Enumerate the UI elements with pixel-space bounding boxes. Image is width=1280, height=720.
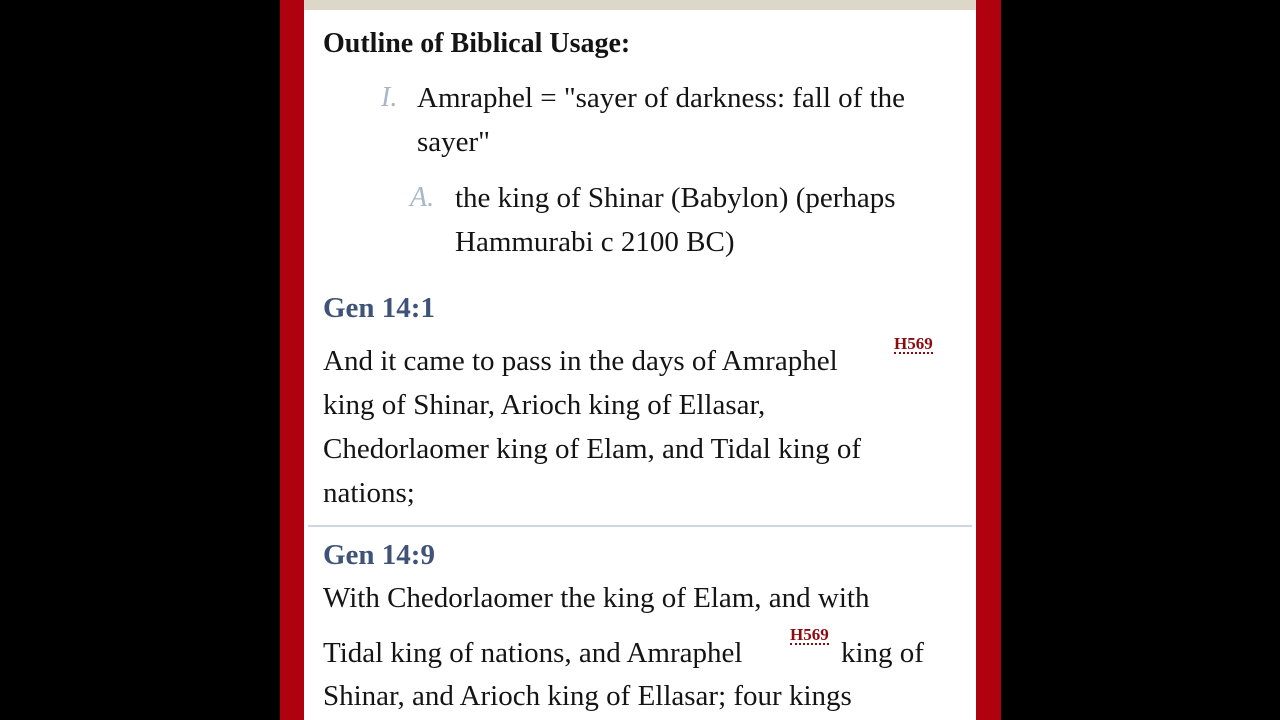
verse-1-line-2: king of Shinar, Arioch king of Ellasar, xyxy=(323,389,766,421)
strongs-link-h569[interactable]: H569 xyxy=(894,334,933,353)
outline-item-1 xyxy=(381,76,962,164)
verse-reference-gen-14-9[interactable]: Gen 14:9 xyxy=(323,539,435,571)
outline-item-1a-line-2: Hammurabi c 2100 BC) xyxy=(455,226,735,258)
verse-1-line-3: Chedorlaomer king of Elam, and Tidal king of xyxy=(323,433,862,465)
verse-1-line-1: And it came to pass in the days of Amraphel xyxy=(323,345,838,377)
outline-item-1a xyxy=(410,176,962,264)
outline-marker-roman: I. xyxy=(381,82,398,113)
left-red-border xyxy=(280,0,304,720)
lexicon-page xyxy=(304,0,976,720)
verse-2-line-2-start: Tidal king of nations, and Amraphel xyxy=(323,637,743,669)
outline-item-1-line-2: sayer" xyxy=(417,126,491,158)
verse-reference-gen-14-1[interactable]: Gen 14:1 xyxy=(323,292,435,324)
outline-item-1a-line-1: the king of Shinar (Babylon) (perhaps xyxy=(455,182,896,214)
outline-heading: Outline of Biblical Usage: xyxy=(323,28,631,59)
verse-2-line-1: With Chedorlaomer the king of Elam, and with xyxy=(323,582,870,614)
strongs-link-h569[interactable]: H569 xyxy=(790,625,829,644)
outline-marker-letter: A. xyxy=(410,182,435,213)
verse-1-line-4: nations; xyxy=(323,477,415,509)
right-red-border xyxy=(976,0,1001,720)
verse-2-line-2-end: king of xyxy=(841,637,924,669)
top-header-strip xyxy=(304,0,976,10)
verse-divider xyxy=(308,525,972,527)
verse-2-line-3: Shinar, and Arioch king of Ellasar; four kings xyxy=(323,680,852,712)
outline-item-1-line-1: Amraphel = "sayer of darkness: fall of the xyxy=(417,82,906,114)
